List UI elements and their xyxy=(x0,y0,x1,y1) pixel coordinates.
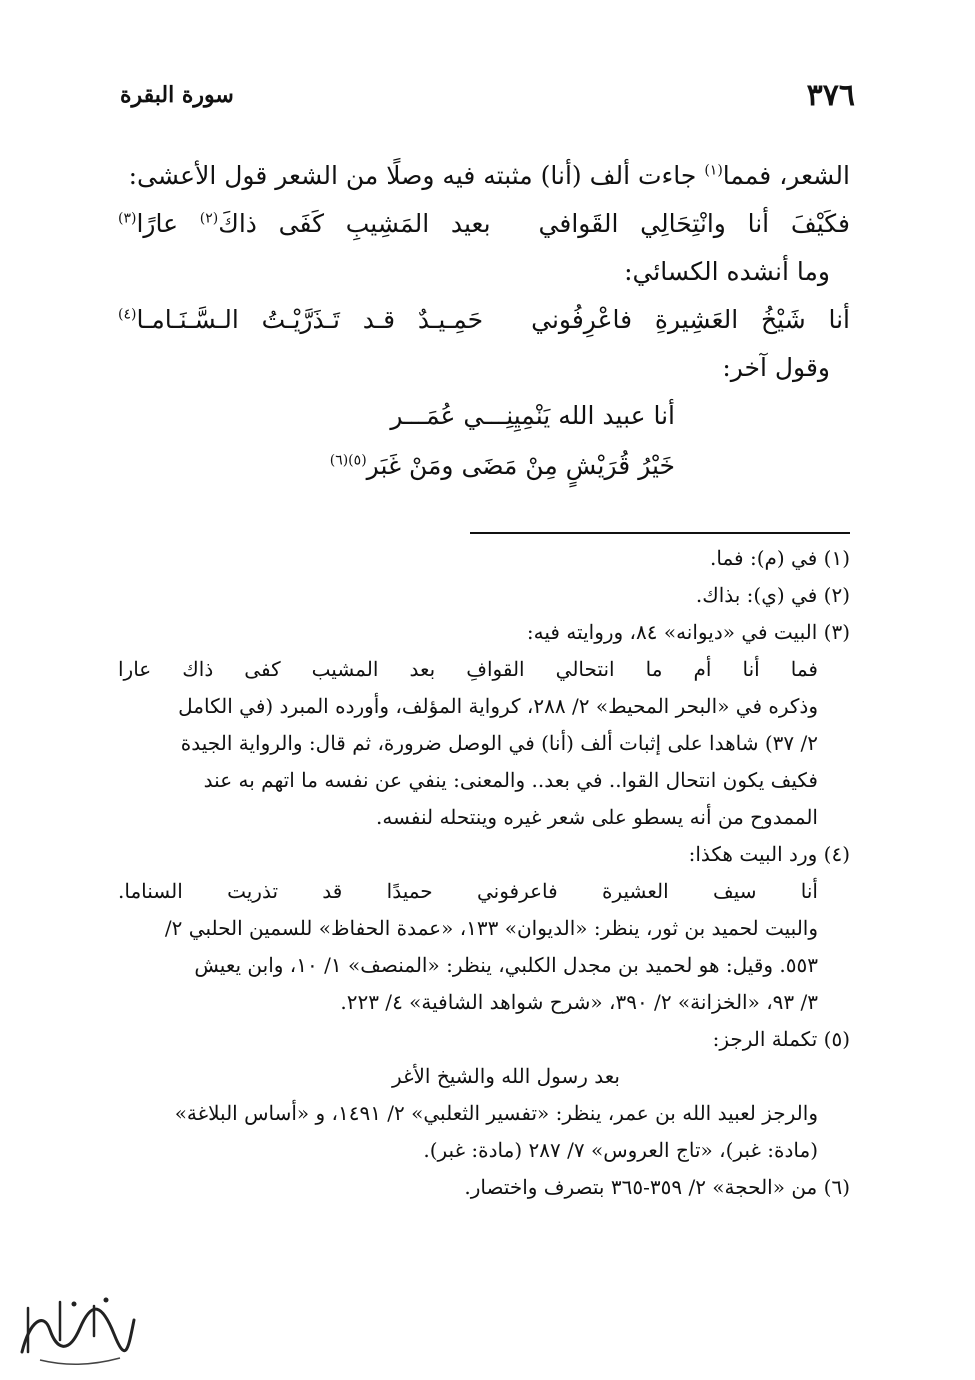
footnote-4-line: ٥٥٣. وقيل: هو لحميد بن مجدل الكلبي، ينظر: «المنصف» ١/ ١٠، وابن يعيش xyxy=(194,953,818,977)
rajaz-line-2: خَيْرُ قُرَيْشٍ مِنْ مَضَى ومَنْ غَبَر$^{(٥)(٦)}$ xyxy=(329,451,675,480)
footnote-4: (٤) ورد البيت هكذا: xyxy=(688,842,850,866)
footnote-3-line: فكيف يكون انتحال القوا.. في بعد.. والمعنى: ينفي عن نفسه ما اتهم به عند xyxy=(203,768,818,792)
intro-line: الشعر، فمما$^{(١)}$ جاءت ألف (أنا) مثبته فيه وصلًا من الشعر قول الأعشى: xyxy=(128,161,850,190)
footnote-5-verse: بعد رسول الله والشيخ الأغر xyxy=(392,1064,620,1088)
verse-1-hemistich-2: بعيد المَشِيبِ كَفَى ذاكَ$^{(٢)}$ عارًا$^{(٣)}$ xyxy=(118,209,491,238)
footnote-2: (٢) في (ي): بذاك. xyxy=(695,583,850,607)
footnote-3-line: وذكره في «البحر المحيط» ٢/ ٢٨٨، كرواية المؤلف، وأورده المبرد (في الكامل xyxy=(178,694,818,718)
footnote-3-verse: فما أنا أم ما انتحالي القوافِ بعد المشيب كفى ذاك عارا xyxy=(118,657,818,681)
footnote-ref-3: (٣) xyxy=(118,210,137,227)
footnote-5-line: والرجز لعبيد الله بن عمر، ينظر: «تفسير الثعلبي» ٢/ ١٤٩١، و «أساس البلاغة» xyxy=(174,1101,818,1125)
main-text xyxy=(118,152,850,492)
rajaz-line-1: أنا عبيد الله يَنْمِيِنِـــي عُمَـــر xyxy=(390,401,675,430)
footnote-5: (٥) تكملة الرجز: xyxy=(712,1027,850,1051)
footnote-5-line: (مادة: غبر)، «تاج العروس» ٧/ ٢٨٧ (مادة: غبر). xyxy=(423,1138,818,1162)
page-header xyxy=(120,78,855,118)
footnote-3-line: ٢/ ٣٧) شاهدا على إثبات ألف (أنا) في الوصل ضرورة، ثم قال: والرواية الجيدة xyxy=(180,731,818,755)
akhar-line: وقول آخر: xyxy=(722,353,830,382)
footnote-6: (٦) من «الحجة» ٢/ ٣٥٩-٣٦٥ بتصرف واختصار. xyxy=(464,1175,850,1199)
verse-1-hemistich-1: فكَيْفَ أنا وانْتِحَالِي القَوافي xyxy=(538,209,850,238)
verse-1 xyxy=(118,200,850,248)
footnote-ref-2: (٢) xyxy=(199,210,219,227)
footnote-4-line: ٣/ ٩٣، «الخزانة» ٢/ ٣٩٠، «شرح شواهد الشافية» ٤/ ٢٢٣. xyxy=(340,990,818,1014)
footnote-4-verse: أنا سيف العشيرة فاعرفوني حميدًا قد تذريت السناما. xyxy=(118,879,818,903)
footnote-3: (٣) البيت في «ديوانه» ٨٤، وروايته فيه: xyxy=(526,620,850,644)
footnote-ref-5-6: (٥)(٦) xyxy=(329,452,367,469)
footnote-1: (١) في (م): فما. xyxy=(710,546,850,570)
kisai-line: وما أنشده الكسائي: xyxy=(624,257,830,286)
footnote-ref-1: (١) xyxy=(704,162,723,179)
verse-2 xyxy=(118,296,850,344)
watermark-logo xyxy=(10,1290,140,1370)
footnote-ref-4: (٤) xyxy=(118,306,137,323)
page-number: ٣٧٦ xyxy=(806,78,855,113)
footnotes xyxy=(118,540,850,1206)
footnote-4-line: والبيت لحميد بن ثور، ينظر: «الديوان» ١٣٣، «عمدة الحفاظ» للسمين الحلبي ٢/ xyxy=(164,916,818,940)
verse-2-hemistich-2: حَمِـيـدٌ قـد تَـذَرَّيْـتُ الـسَّـنَـامـا$^{(٤)}$ xyxy=(118,305,484,334)
footnote-separator xyxy=(470,532,850,534)
verse-2-hemistich-1: أنا شَيْخُ العَشِيرةِ فاعْرِفُوني xyxy=(531,305,850,334)
surah-title: سورة البقرة xyxy=(120,82,234,108)
footnote-3-line: الممدوح من أنه يسطو على شعر غيره وينتحله لنفسه. xyxy=(375,805,818,829)
rajaz-verse xyxy=(118,392,850,492)
